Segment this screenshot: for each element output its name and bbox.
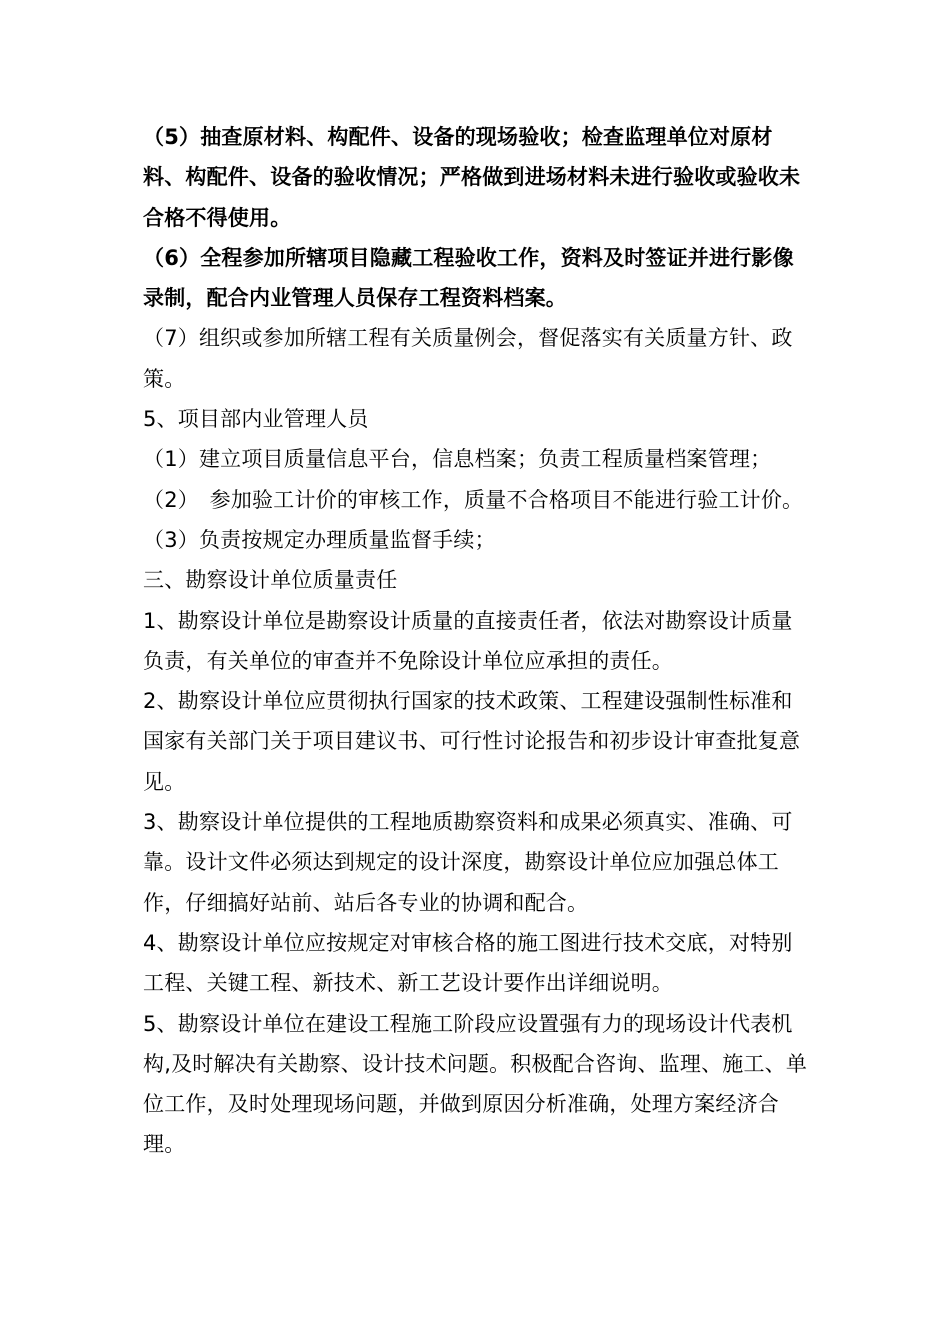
paragraph-design-2: 2、勘察设计单位应贯彻执行国家的技术政策、工程建设强制性标准和国家有关部门关于项目建议书、可行性讨论报告和初步设计审查批复意见。: [143, 689, 801, 794]
paragraph-7-quality-meetings: （7）组织或参加所辖工程有关质量例会，督促落实有关质量方针、政策。: [143, 326, 793, 391]
section-heading-design-unit: 三、勘察设计单位质量责任: [143, 568, 398, 593]
paragraph-6-concealed-works-acceptance: （6）全程参加所辖项目隐藏工程验收工作，资料及时签证并进行影像录制，配合内业管理人员保存工程资料档案。: [143, 245, 794, 311]
section-heading-internal-staff: 5、项目部内业管理人员: [143, 407, 369, 432]
paragraph-design-3: 3、勘察设计单位提供的工程地质勘察资料和成果必须真实、准确、可靠。设计文件必须达到规定的设计深度，勘察设计单位应加强总体工作，仔细搞好站前、站后各专业的协调和配合。: [143, 810, 793, 915]
paragraph-design-4: 4、勘察设计单位应按规定对审核合格的施工图进行技术交底，对特别工程、关键工程、新技术、新工艺设计要作出详细说明。: [143, 930, 793, 996]
paragraph-1-info-platform: （1）建立项目质量信息平台，信息档案；负责工程质量档案管理；: [143, 447, 772, 472]
paragraph-design-1: 1、勘察设计单位是勘察设计质量的直接责任者，依法对勘察设计质量负责，有关单位的审查并不免除设计单位应承担的责任。: [143, 608, 793, 673]
paragraph-5-spot-check-materials: （5）抽查原材料、构配件、设备的现场验收；检查监理单位对原材料、构配件、设备的验收情况；严格做到进场材料未进行验收或验收未合格不得使用。: [143, 125, 801, 230]
paragraph-2-valuation-review: （2） 参加验工计价的审核工作，质量不合格项目不能进行验工计价。: [143, 487, 804, 512]
document-body: [143, 117, 808, 1165]
paragraph-design-5: 5、勘察设计单位在建设工程施工阶段应设置强有力的现场设计代表机构,及时解决有关勘察、设计技术问题。积极配合咨询、监理、施工、单位工作，及时处理现场问题，并做到原因分析准确，处理方案经济合理。: [143, 1011, 808, 1157]
paragraph-3-supervision-procedures: （3）负责按规定办理质量监督手续；: [143, 527, 496, 552]
